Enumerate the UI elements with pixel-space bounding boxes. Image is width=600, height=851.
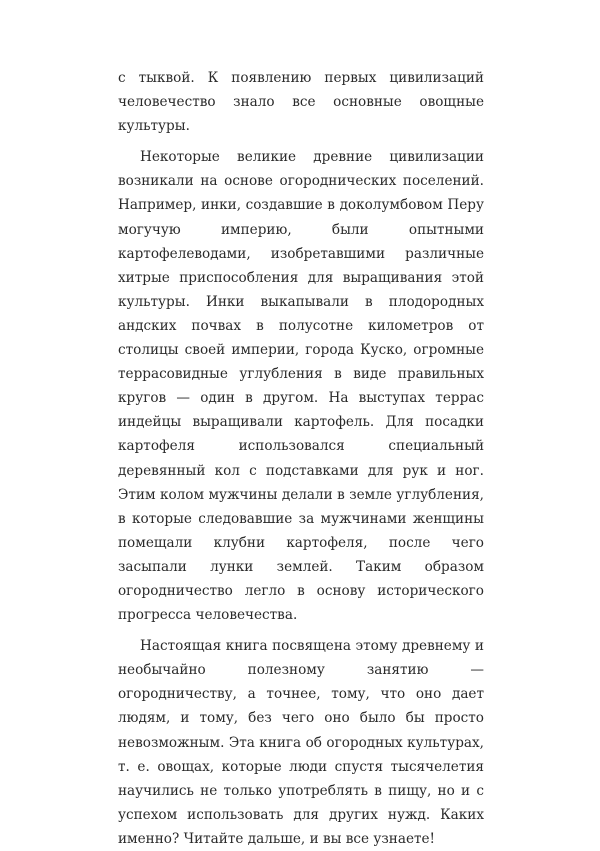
page-body-text bbox=[118, 66, 484, 851]
paragraph-1: с тыквой. К появлению первых цивилизаций человечество знало все основные овощные культуры. bbox=[118, 70, 484, 135]
paragraph-3: Настоящая книга посвящена этому древнему и необычайно полезному занятию — огородничеству, а точнее, тому, что оно дает людям, и тому, без чего оно было бы просто невозможным. Эта книга об огородных культурах, т. е. овощах, которые люди спустя тысячелетия научились не только употреблять в пищу, но и с успехом использовать для других нужд. Каких именно? Читайте дальше, и вы все узнаете! bbox=[118, 638, 484, 847]
paragraph-2: Некоторые великие древние цивилизации возникали на основе огороднических поселений. Например, инки, создавшие в доколумбовом Перу могучую империю, были опытными картофелеводами, изобретавшими различные хитрые приспособления для выращивания этой культуры. Инки выкапывали в плодородных андских почвах в полусотне километров от столицы своей империи, города Куско, огромные террасовидные углубления в виде правильных кругов — один в другом. На выступах террас индейцы выращивали картофель. Для посадки картофеля использовался специальный деревянный кол с подставками для рук и ног. Этим колом мужчины делали в земле углубления, в которые следовавшие за мужчинами женщины помещали клубни картофеля, после чего засыпали лунки землей. Таким образом огородничество легло в основу исторического прогресса человечества. bbox=[118, 149, 484, 624]
